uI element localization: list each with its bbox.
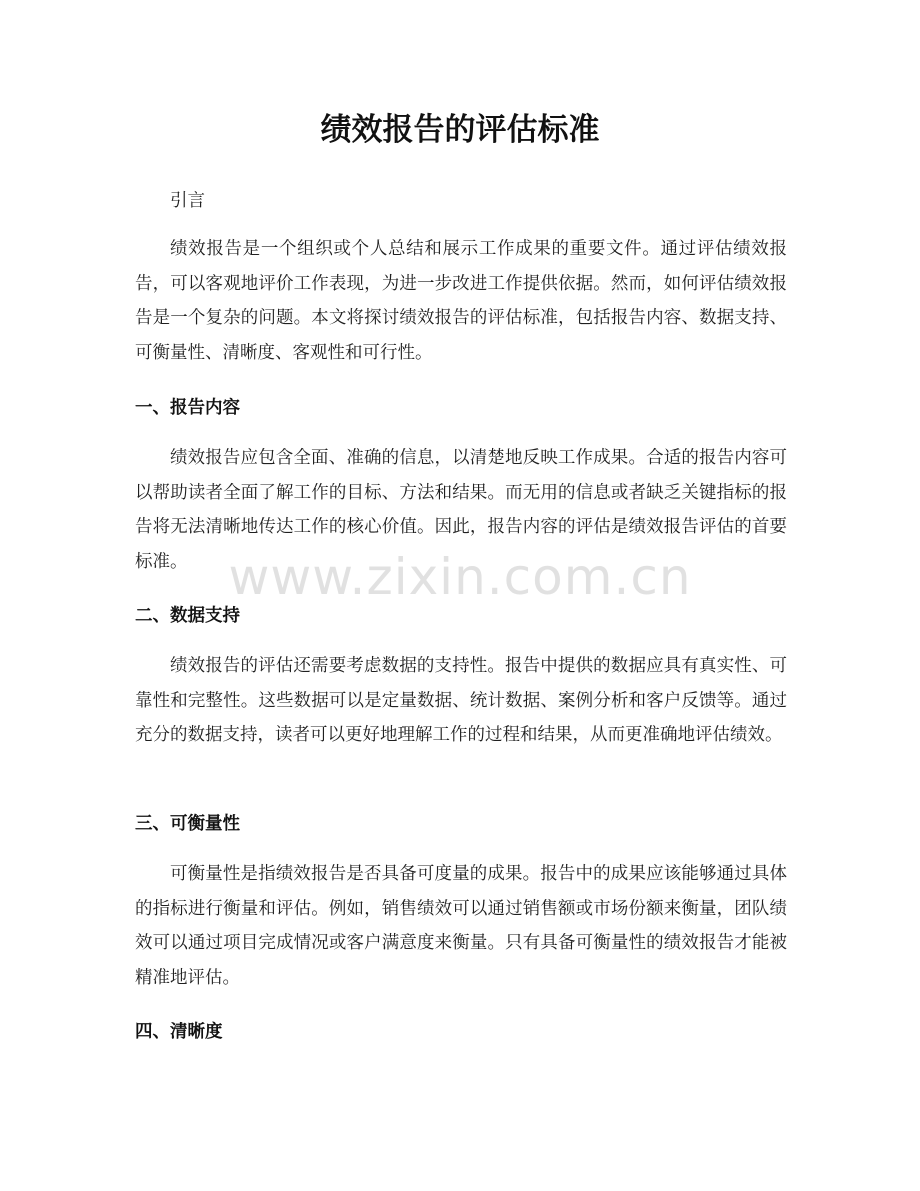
section-body-data-support: 绩效报告的评估还需要考虑数据的支持性。报告中提供的数据应具有真实性、可靠性和完整性。这些数据可以是定量数据、统计数据、案例分析和客户反馈等。通过充分的数据支持，读者可以更好地理解工作的过程和结果，从而更准确地评估绩效。 <box>135 656 787 745</box>
document-title: 绩效报告的评估标准 <box>320 112 600 148</box>
section-heading-clarity: 四、清晰度 <box>135 1022 223 1042</box>
intro-label: 引言 <box>170 191 205 211</box>
section-body-measurability: 可衡量性是指绩效报告是否具备可度量的成果。报告中的成果应该能够通过具体的指标进行衡量和评估。例如，销售绩效可以通过销售额或市场份额来衡量，团队绩效可以通过项目完成情况或客户满意度来衡量。只有具备可衡量性的绩效报告才能被精准地评估。 <box>135 864 787 988</box>
section-heading-data-support: 二、数据支持 <box>135 606 240 626</box>
section-heading-measurability: 三、可衡量性 <box>135 814 240 834</box>
watermark-text: www.zixin.com.cn <box>228 548 692 606</box>
section-body-content: 绩效报告应包含全面、准确的信息，以清楚地反映工作成果。合适的报告内容可以帮助读者全面了解工作的目标、方法和结果。而无用的信息或者缺乏关键指标的报告将无法清晰地传达工作的核心价值。因此，报告内容的评估是绩效报告评估的首要标准。 <box>135 448 787 572</box>
section-heading-content: 一、报告内容 <box>135 398 240 418</box>
intro-paragraph: 绩效报告是一个组织或个人总结和展示工作成果的重要文件。通过评估绩效报告，可以客观地评价工作表现，为进一步改进工作提供依据。然而，如何评估绩效报告是一个复杂的问题。本文将探讨绩效报告的评估标准，包括报告内容、数据支持、可衡量性、清晰度、客观性和可行性。 <box>135 239 787 363</box>
